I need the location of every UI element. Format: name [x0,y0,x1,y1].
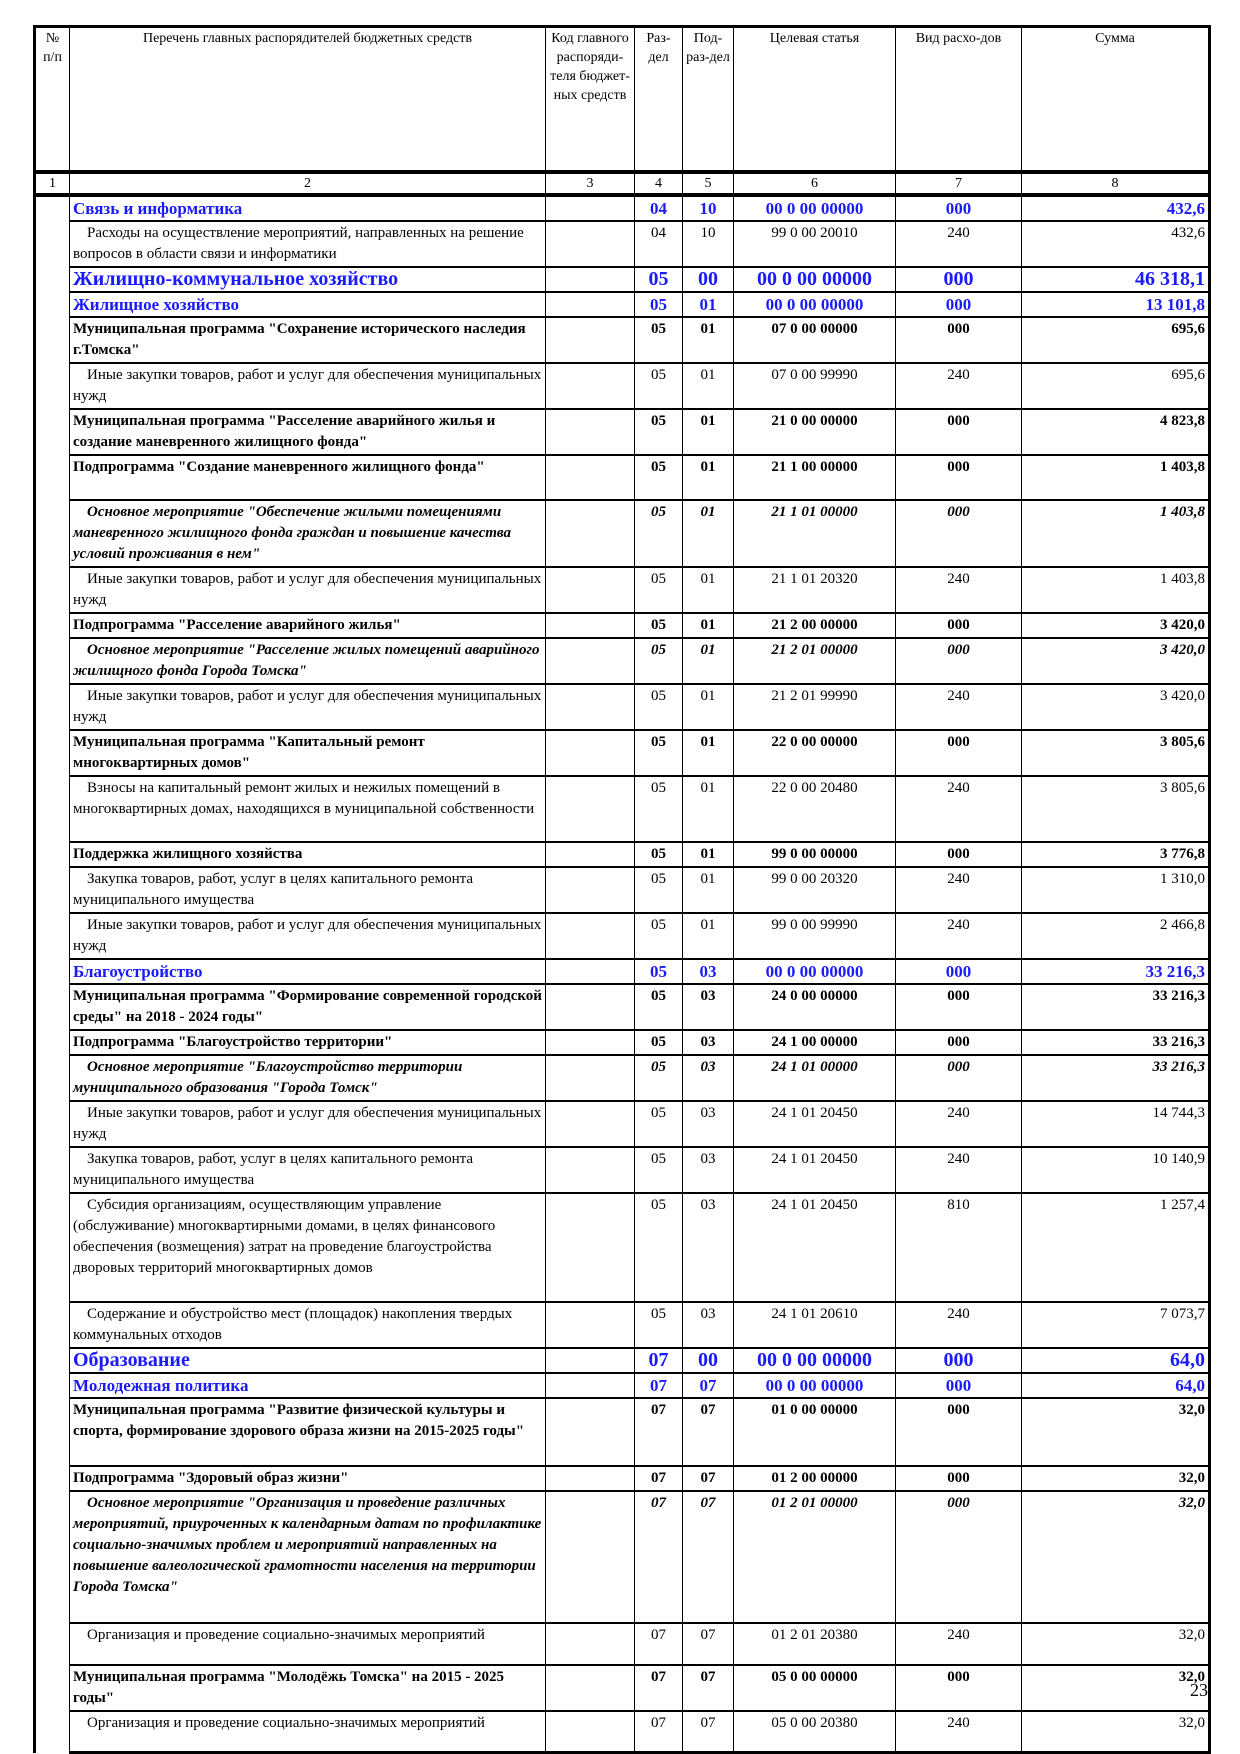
row-sum: 7 073,7 [1022,1302,1210,1348]
header-row [35,27,1210,172]
row-razdel: 05 [635,867,683,913]
row-target: 21 0 00 00000 [734,409,896,455]
row-sum: 32,0 [1022,1665,1210,1711]
row-razdel: 05 [635,1055,683,1101]
row-sum: 32,0 [1022,1491,1210,1623]
header-col-vid: Вид расхо-дов [896,27,1022,172]
row-target: 00 0 00 00000 [734,1373,896,1398]
row-razdel: 07 [635,1665,683,1711]
row-name: Муниципальная программа "Развитие физической культуры и спорта, формирование здорового образа жизни на 2015-2025 годы" [70,1398,546,1466]
row-target: 24 1 01 00000 [734,1055,896,1101]
row-sum: 2 466,8 [1022,913,1210,959]
row-podrazdel: 00 [683,1348,734,1373]
row-vid: 000 [896,409,1022,455]
row-target: 01 2 00 00000 [734,1466,896,1491]
row-name: Муниципальная программа "Молодёжь Томска" на 2015 - 2025 годы" [70,1665,546,1711]
row-razdel: 05 [635,984,683,1030]
row-vid: 240 [896,867,1022,913]
row-podrazdel: 01 [683,500,734,567]
row-code [546,1711,635,1753]
row-name: Основное мероприятие "Обеспечение жилыми помещениями маневренного жилищного фонда граждан и повышение качества условий проживания в нем" [70,500,546,567]
col-number-7: 7 [896,172,1022,195]
table-row [35,1055,1210,1101]
row-podrazdel: 10 [683,221,734,267]
table-row [35,1030,1210,1055]
col-number-6: 6 [734,172,896,195]
row-code [546,776,635,842]
row-podrazdel: 01 [683,292,734,317]
row-code [546,317,635,363]
row-sum: 1 257,4 [1022,1193,1210,1302]
row-target: 99 0 00 20010 [734,221,896,267]
row-target: 07 0 00 00000 [734,317,896,363]
row-name: Поддержка жилищного хозяйства [70,842,546,867]
row-podrazdel: 03 [683,1055,734,1101]
table-row [35,1302,1210,1348]
row-target: 24 1 01 20610 [734,1302,896,1348]
row-target: 21 1 01 00000 [734,500,896,567]
row-podrazdel: 01 [683,317,734,363]
row-vid: 000 [896,1466,1022,1491]
row-vid: 000 [896,1373,1022,1398]
row-sum: 3 805,6 [1022,776,1210,842]
row-vid: 240 [896,1101,1022,1147]
row-podrazdel: 03 [683,1302,734,1348]
row-name: Муниципальная программа "Сохранение исторического наследия г.Томска" [70,317,546,363]
row-sum: 64,0 [1022,1348,1210,1373]
table-row [35,1348,1210,1373]
row-vid: 000 [896,959,1022,984]
header-col-sum: Сумма [1022,27,1210,172]
row-vid: 240 [896,363,1022,409]
row-code [546,1623,635,1665]
row-code [546,1055,635,1101]
table-row [35,842,1210,867]
table-row [35,913,1210,959]
row-code [546,409,635,455]
row-name: Взносы на капитальный ремонт жилых и нежилых помещений в многоквартирных домах, находящихся в муниципальной собственности [70,776,546,842]
row-podrazdel: 01 [683,455,734,500]
table-row [35,1491,1210,1623]
page-number: 23 [1190,1680,1208,1700]
row-vid: 000 [896,842,1022,867]
row-code [546,221,635,267]
row-sum: 64,0 [1022,1373,1210,1398]
row-podrazdel: 01 [683,842,734,867]
row-sum: 3 420,0 [1022,684,1210,730]
row-razdel: 05 [635,1302,683,1348]
row-target: 21 1 00 00000 [734,455,896,500]
row-podrazdel: 03 [683,1030,734,1055]
table-row [35,317,1210,363]
row-podrazdel: 03 [683,1147,734,1193]
table-row [35,1193,1210,1302]
row-sum: 33 216,3 [1022,984,1210,1030]
row-sum: 432,6 [1022,195,1210,221]
header-col-code: Код главного распоряди-теля бюджет-ных средств [546,27,635,172]
row-name: Основное мероприятие "Благоустройство территории муниципального образования "Города Томск" [70,1055,546,1101]
row-sum: 1 403,8 [1022,500,1210,567]
row-vid: 000 [896,1665,1022,1711]
row-podrazdel: 07 [683,1623,734,1665]
row-razdel: 07 [635,1373,683,1398]
row-code [546,195,635,221]
row-podrazdel: 03 [683,984,734,1030]
row-razdel: 04 [635,195,683,221]
row-target: 07 0 00 99990 [734,363,896,409]
row-vid: 000 [896,317,1022,363]
row-target: 01 0 00 00000 [734,1398,896,1466]
row-code [546,1491,635,1623]
row-vid: 240 [896,684,1022,730]
table-row [35,1623,1210,1665]
row-code [546,730,635,776]
table-row [35,267,1210,292]
row-sum: 4 823,8 [1022,409,1210,455]
row-podrazdel: 07 [683,1711,734,1753]
row-vid: 000 [896,267,1022,292]
row-code [546,1665,635,1711]
table-row [35,1373,1210,1398]
row-razdel: 05 [635,613,683,638]
row-name: Содержание и обустройство мест (площадок) накопления твердых коммунальных отходов [70,1302,546,1348]
row-razdel: 07 [635,1711,683,1753]
table-row [35,1398,1210,1466]
row-target: 01 2 01 00000 [734,1491,896,1623]
row-name: Организация и проведение социально-значимых мероприятий [70,1711,546,1753]
row-name: Расходы на осуществление мероприятий, направленных на решение вопросов в области связи и информатики [70,221,546,267]
row-code [546,638,635,684]
row-razdel: 05 [635,267,683,292]
row-sum: 3 420,0 [1022,638,1210,684]
row-name: Подпрограмма "Создание маневренного жилищного фонда" [70,455,546,500]
row-target: 00 0 00 00000 [734,1348,896,1373]
row-sum: 1 403,8 [1022,567,1210,613]
column-numbers-row [35,172,1210,195]
row-sum: 33 216,3 [1022,1030,1210,1055]
table-row [35,195,1210,221]
row-name: Иные закупки товаров, работ и услуг для обеспечения муниципальных нужд [70,684,546,730]
row-vid: 000 [896,195,1022,221]
row-code [546,363,635,409]
row-podrazdel: 07 [683,1373,734,1398]
row-target: 05 0 00 00000 [734,1665,896,1711]
row-code [546,613,635,638]
table-body [35,195,1210,1753]
row-vid: 000 [896,638,1022,684]
row-razdel: 05 [635,363,683,409]
row-vid: 000 [896,1348,1022,1373]
row-razdel: 05 [635,317,683,363]
row-vid: 000 [896,1030,1022,1055]
row-podrazdel: 07 [683,1466,734,1491]
row-sum: 1 310,0 [1022,867,1210,913]
budget-table [33,25,1211,1754]
col-number-5: 5 [683,172,734,195]
row-sum: 32,0 [1022,1466,1210,1491]
row-vid: 810 [896,1193,1022,1302]
row-target: 00 0 00 00000 [734,195,896,221]
row-sum: 10 140,9 [1022,1147,1210,1193]
table-row [35,500,1210,567]
row-sum: 14 744,3 [1022,1101,1210,1147]
row-vid: 240 [896,221,1022,267]
row-razdel: 05 [635,500,683,567]
row-razdel: 05 [635,730,683,776]
row-code [546,1030,635,1055]
row-razdel: 07 [635,1398,683,1466]
row-razdel: 05 [635,455,683,500]
row-razdel: 05 [635,409,683,455]
table-row [35,959,1210,984]
row-code [546,1348,635,1373]
col-number-8: 8 [1022,172,1210,195]
row-code [546,913,635,959]
row-target: 24 1 00 00000 [734,1030,896,1055]
row-podrazdel: 03 [683,959,734,984]
table-row [35,1665,1210,1711]
col-number-1: 1 [35,172,70,195]
table-row [35,1101,1210,1147]
row-vid: 000 [896,1491,1022,1623]
row-razdel: 05 [635,684,683,730]
row-code [546,1373,635,1398]
row-vid: 000 [896,613,1022,638]
table-row [35,984,1210,1030]
row-razdel: 05 [635,959,683,984]
row-vid: 000 [896,500,1022,567]
row-podrazdel: 01 [683,613,734,638]
row-target: 00 0 00 00000 [734,292,896,317]
row-vid: 000 [896,730,1022,776]
row-razdel: 05 [635,1193,683,1302]
row-code [546,1147,635,1193]
row-target: 01 2 01 20380 [734,1623,896,1665]
row-target: 21 2 01 00000 [734,638,896,684]
table-row [35,867,1210,913]
row-code [546,842,635,867]
row-podrazdel: 01 [683,867,734,913]
row-target: 22 0 00 00000 [734,730,896,776]
row-target: 21 1 01 20320 [734,567,896,613]
row-razdel: 07 [635,1348,683,1373]
row-target: 05 0 00 20380 [734,1711,896,1753]
row-name: Субсидия организациям, осуществляющим управление (обслуживание) многоквартирными домами, в целях финансового обеспечения (возмещения) затрат на проведение благоустройства дворовых территорий многоквартирных домов [70,1193,546,1302]
row-podrazdel: 01 [683,638,734,684]
row-razdel: 05 [635,776,683,842]
row-code [546,1302,635,1348]
header-col-razdel: Раз-дел [635,27,683,172]
row-podrazdel: 07 [683,1665,734,1711]
row-target: 21 2 00 00000 [734,613,896,638]
row-name: Иные закупки товаров, работ и услуг для обеспечения муниципальных нужд [70,567,546,613]
table-row [35,613,1210,638]
row-code [546,959,635,984]
row-name: Подпрограмма "Благоустройство территории" [70,1030,546,1055]
row-vid: 240 [896,1623,1022,1665]
row-sum: 3 805,6 [1022,730,1210,776]
col-number-4: 4 [635,172,683,195]
row-target: 99 0 00 99990 [734,913,896,959]
row-sum: 33 216,3 [1022,959,1210,984]
table-row [35,638,1210,684]
row-vid: 240 [896,913,1022,959]
row-name: Связь и информатика [70,195,546,221]
row-razdel: 05 [635,567,683,613]
row-code [546,1466,635,1491]
table-row [35,684,1210,730]
table-row [35,1711,1210,1753]
table-row [35,455,1210,500]
row-name: Муниципальная программа "Капитальный ремонт многоквартирных домов" [70,730,546,776]
row-name: Образование [70,1348,546,1373]
row-target: 22 0 00 20480 [734,776,896,842]
row-vid: 000 [896,1055,1022,1101]
row-name: Муниципальная программа "Расселение аварийного жилья и создание маневренного жилищного фонда" [70,409,546,455]
row-sum: 13 101,8 [1022,292,1210,317]
row-code [546,267,635,292]
row-code [546,867,635,913]
row-target: 00 0 00 00000 [734,959,896,984]
row-sum: 695,6 [1022,317,1210,363]
row-name: Иные закупки товаров, работ и услуг для обеспечения муниципальных нужд [70,363,546,409]
row-podrazdel: 01 [683,730,734,776]
row-target: 99 0 00 00000 [734,842,896,867]
row-code [546,1193,635,1302]
row-number-cell [35,195,70,1753]
row-name: Основное мероприятие "Организация и проведение различных мероприятий, приуроченных к календарным датам по профилактике социально-значимых проблем и мероприятий направленных на повышение валеологической грамотности населения на территории Города Томска" [70,1491,546,1623]
row-sum: 3 420,0 [1022,613,1210,638]
row-target: 24 1 01 20450 [734,1101,896,1147]
row-name: Подпрограмма "Здоровый образ жизни" [70,1466,546,1491]
row-sum: 32,0 [1022,1623,1210,1665]
row-code [546,500,635,567]
table-row [35,730,1210,776]
row-sum: 46 318,1 [1022,267,1210,292]
row-razdel: 05 [635,638,683,684]
row-name: Подпрограмма "Расселение аварийного жилья" [70,613,546,638]
row-vid: 240 [896,1147,1022,1193]
row-name: Жилищное хозяйство [70,292,546,317]
row-code [546,684,635,730]
header-col-target: Целевая статья [734,27,896,172]
row-podrazdel: 01 [683,684,734,730]
row-razdel: 07 [635,1466,683,1491]
row-code [546,1398,635,1466]
row-name: Организация и проведение социально-значимых мероприятий [70,1623,546,1665]
row-code [546,567,635,613]
row-sum: 432,6 [1022,221,1210,267]
row-podrazdel: 01 [683,776,734,842]
row-name: Закупка товаров, работ, услуг в целях капитального ремонта муниципального имущества [70,1147,546,1193]
col-number-2: 2 [70,172,546,195]
row-podrazdel: 03 [683,1193,734,1302]
row-vid: 240 [896,1302,1022,1348]
row-razdel: 05 [635,1147,683,1193]
row-code [546,984,635,1030]
table-row [35,409,1210,455]
row-sum: 1 403,8 [1022,455,1210,500]
row-code [546,292,635,317]
row-name: Закупка товаров, работ, услуг в целях капитального ремонта муниципального имущества [70,867,546,913]
row-vid: 000 [896,1398,1022,1466]
row-vid: 240 [896,776,1022,842]
table-row [35,567,1210,613]
header-col-podrazdel: Под-раз-дел [683,27,734,172]
row-target: 24 1 01 20450 [734,1147,896,1193]
row-target: 24 0 00 00000 [734,984,896,1030]
row-vid: 000 [896,984,1022,1030]
table-row [35,1466,1210,1491]
row-target: 21 2 01 99990 [734,684,896,730]
table-row [35,221,1210,267]
row-name: Иные закупки товаров, работ и услуг для обеспечения муниципальных нужд [70,1101,546,1147]
header-col-number: № п/п [35,27,70,172]
row-podrazdel: 01 [683,567,734,613]
row-sum: 3 776,8 [1022,842,1210,867]
row-name: Благоустройство [70,959,546,984]
row-podrazdel: 00 [683,267,734,292]
row-target: 00 0 00 00000 [734,267,896,292]
row-razdel: 04 [635,221,683,267]
row-podrazdel: 07 [683,1398,734,1466]
row-podrazdel: 01 [683,363,734,409]
row-target: 24 1 01 20450 [734,1193,896,1302]
row-sum: 32,0 [1022,1398,1210,1466]
row-razdel: 05 [635,913,683,959]
row-razdel: 05 [635,292,683,317]
table-row [35,363,1210,409]
table-row [35,292,1210,317]
row-sum: 695,6 [1022,363,1210,409]
row-podrazdel: 03 [683,1101,734,1147]
row-podrazdel: 07 [683,1491,734,1623]
row-name: Муниципальная программа "Формирование современной городской среды" на 2018 - 2024 годы" [70,984,546,1030]
table-row [35,1147,1210,1193]
row-podrazdel: 01 [683,913,734,959]
row-name: Молодежная политика [70,1373,546,1398]
row-razdel: 05 [635,1030,683,1055]
row-razdel: 07 [635,1623,683,1665]
row-sum: 33 216,3 [1022,1055,1210,1101]
row-name: Основное мероприятие "Расселение жилых помещений аварийного жилищного фонда Города Томска" [70,638,546,684]
row-vid: 240 [896,567,1022,613]
row-vid: 000 [896,455,1022,500]
row-razdel: 05 [635,1101,683,1147]
row-name: Иные закупки товаров, работ и услуг для обеспечения муниципальных нужд [70,913,546,959]
row-sum: 32,0 [1022,1711,1210,1753]
row-target: 99 0 00 20320 [734,867,896,913]
table-row [35,776,1210,842]
row-vid: 240 [896,1711,1022,1753]
header-col-name: Перечень главных распорядителей бюджетных средств [70,27,546,172]
row-razdel: 07 [635,1491,683,1623]
row-podrazdel: 01 [683,409,734,455]
row-razdel: 05 [635,842,683,867]
row-code [546,455,635,500]
row-vid: 000 [896,292,1022,317]
row-podrazdel: 10 [683,195,734,221]
row-name: Жилищно-коммунальное хозяйство [70,267,546,292]
row-code [546,1101,635,1147]
col-number-3: 3 [546,172,635,195]
